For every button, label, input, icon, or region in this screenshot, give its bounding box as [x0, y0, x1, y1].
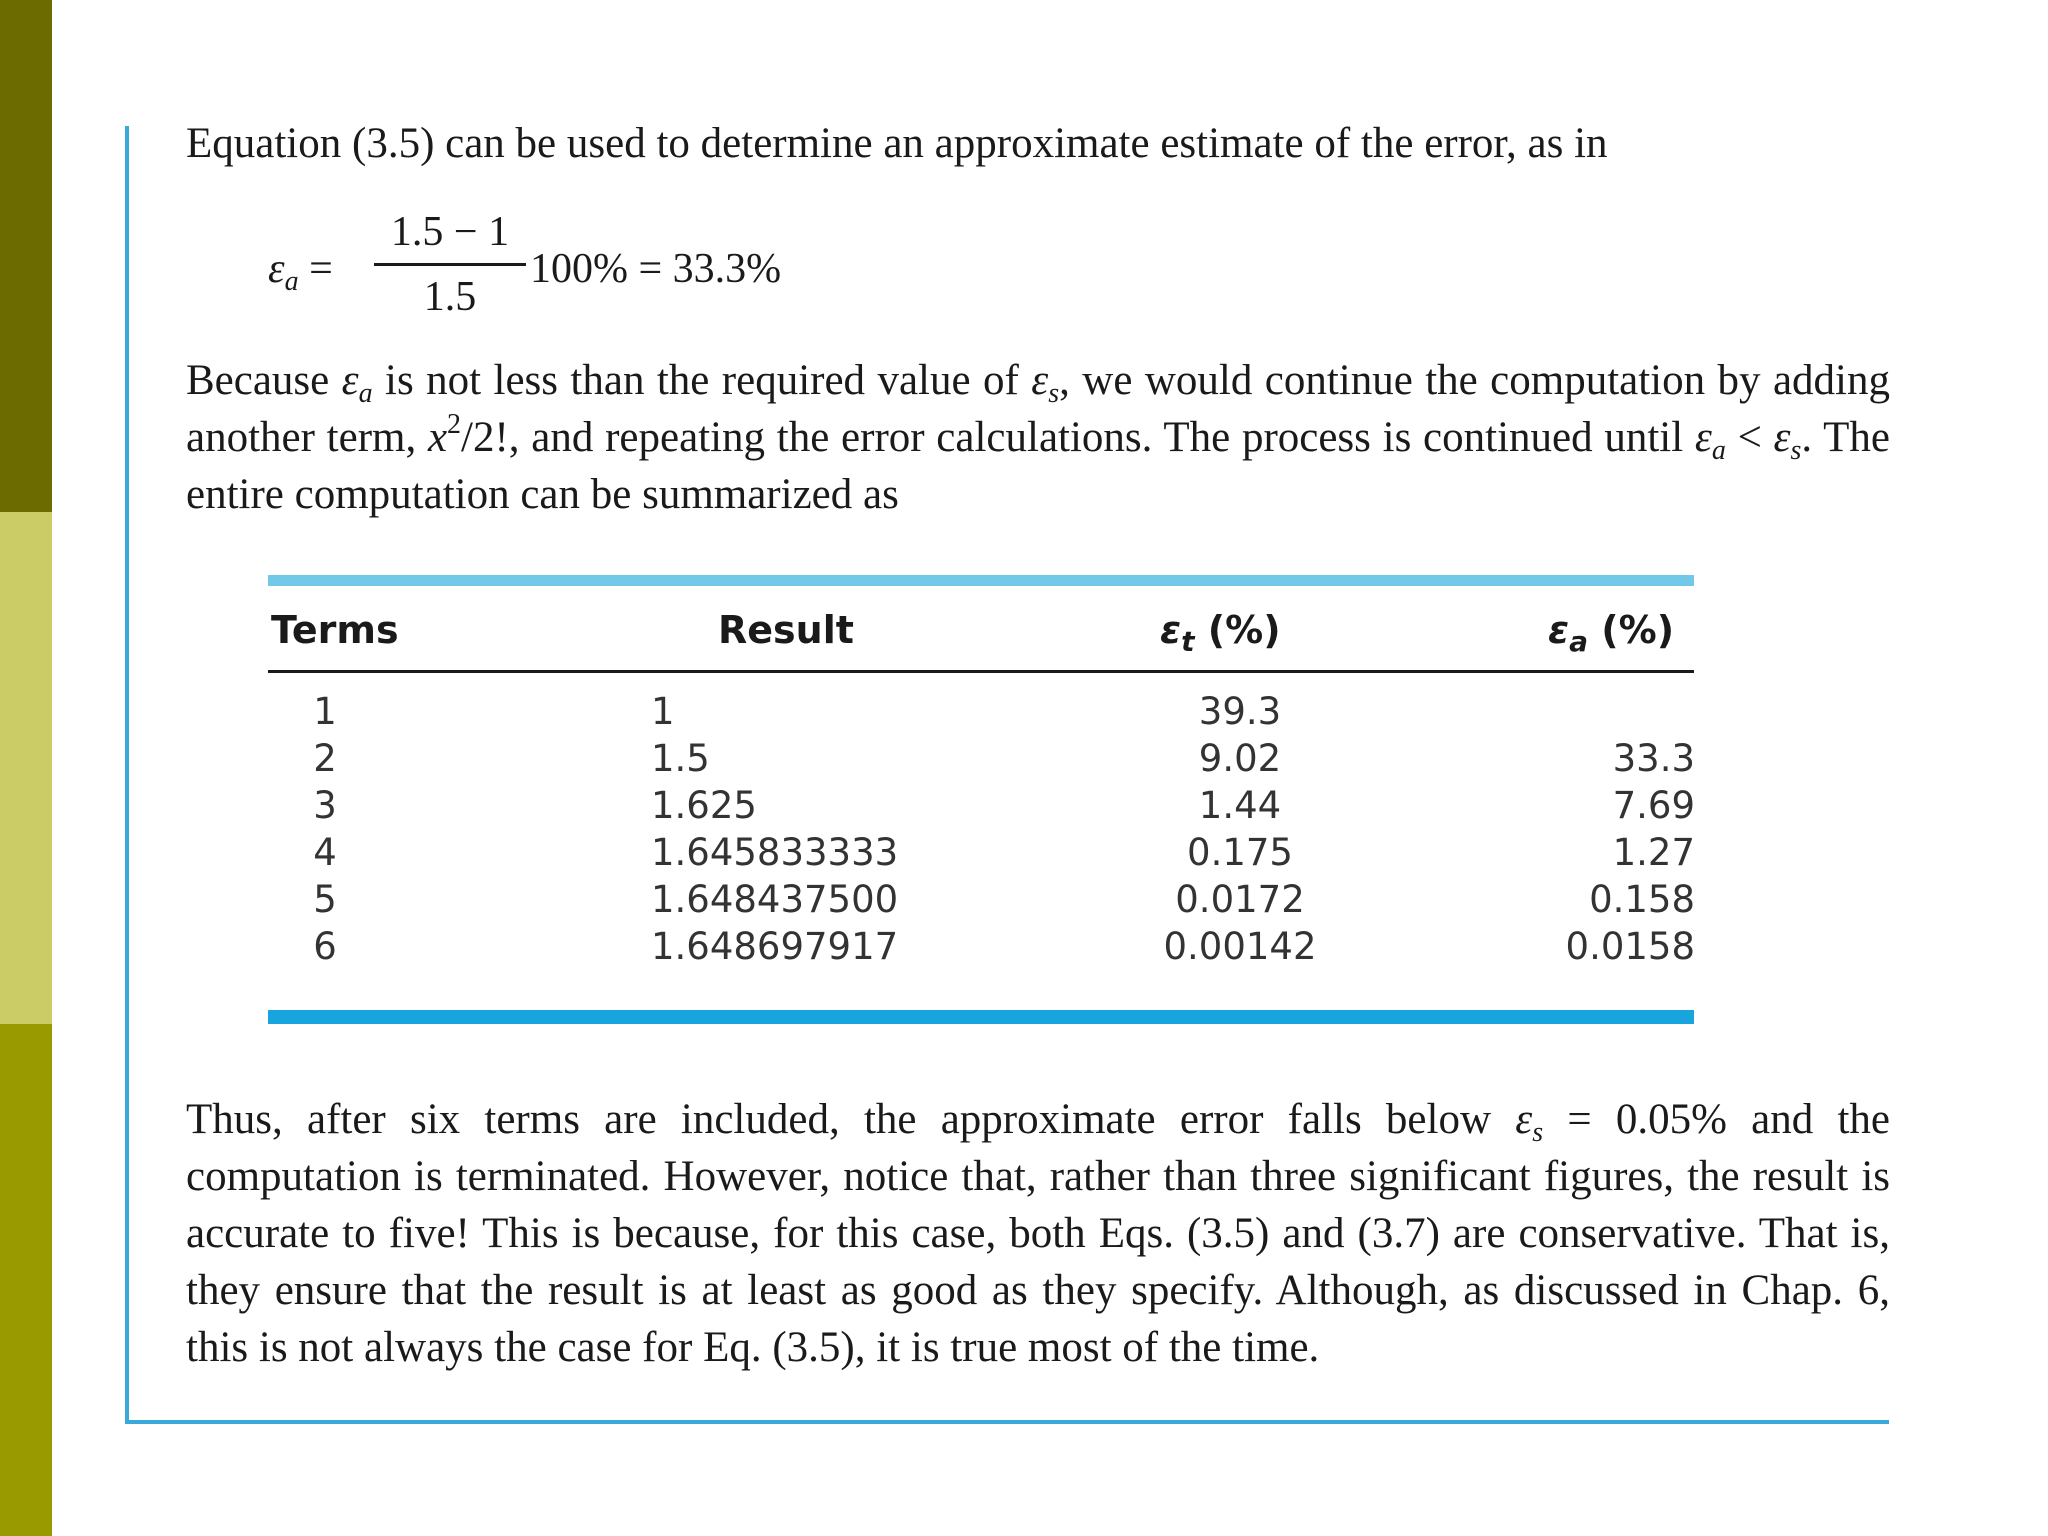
equation-fraction [374, 205, 526, 324]
equation-rhs: 100% = 33.3% [530, 246, 782, 292]
table-cell: 33.3 [1612, 737, 1695, 780]
equation-numerator: 1.5 − 1 [390, 209, 510, 255]
table-bottom-rule [268, 1010, 1694, 1024]
table-cell: 1.625 [651, 784, 757, 827]
table-cell: 3 [313, 784, 337, 827]
header-result: Result [718, 608, 854, 652]
equation-lhs: $\varepsilon_a$ = [268, 246, 333, 297]
column-result [651, 688, 898, 970]
left-stripe-middle [0, 512, 52, 1024]
column-terms [310, 688, 340, 970]
left-stripe-top [0, 0, 52, 512]
table-cell: 1.5 [651, 737, 710, 780]
table-cell: 1 [313, 690, 337, 733]
conclusion-paragraph: Thus, after six terms are included, the approximate error falls below $\varepsilon_s = 0.05\%$ and the computation is terminated. However, notice that, rather than three significant figures, the result is accurate to five! This is because, for this case, both Eqs. (3.5) and (3.7) are conservative. That is, they ensure that the result is at least as good as they specify. Although, as discussed in Chap. 6, this is not always the case for Eq. (3.5), it is true most of the time. [186, 1096, 1890, 1371]
frame-bottom-rule [125, 1420, 1889, 1424]
intro-paragraph: Equation (3.5) can be used to determine an approximate estimate of the error, as in [186, 120, 1608, 167]
table-cell: 7.69 [1612, 784, 1695, 827]
column-approx-error [1520, 688, 1695, 970]
fraction-bar [374, 263, 526, 266]
continuation-paragraph: Because $\varepsilon_a$ is not less than the required value of $\varepsilon_s$, we would continue the computation by adding another term, $x^2/2$!, and repeating the error calculations. The process is continued until $\varepsilon_a < \varepsilon_s$. The entire computation can be summarized as [186, 357, 1890, 518]
table-cell: 5 [313, 878, 337, 921]
table-cell: 1.648697917 [651, 925, 899, 968]
table-cell: 0.0172 [1175, 878, 1305, 921]
table-cell: 1.27 [1612, 831, 1695, 874]
table-cell [1520, 688, 1695, 735]
table-cell: 4 [313, 831, 337, 874]
table-cell: 0.175 [1187, 831, 1293, 874]
left-stripe-bottom [0, 1024, 52, 1536]
table-cell: 0.00142 [1163, 925, 1317, 968]
table-cell: 2 [313, 737, 337, 780]
table-cell: 1.44 [1198, 784, 1282, 827]
table-cell: 9.02 [1198, 737, 1282, 780]
table-cell: 1.645833333 [651, 831, 899, 874]
table-cell: 1 [651, 690, 675, 733]
frame-left-rule [125, 126, 129, 1424]
table-cell: 0.0158 [1565, 925, 1695, 968]
table-top-rule [268, 575, 1694, 586]
table-cell: 0.158 [1589, 878, 1695, 921]
column-true-error [1110, 688, 1370, 970]
header-terms: Terms [271, 608, 399, 652]
table-cell: 1.648437500 [651, 878, 899, 921]
header-approx-error: $\varepsilon_a$ (%) [1548, 608, 1675, 658]
equation-denominator: 1.5 [423, 274, 477, 320]
table-header-rule [268, 670, 1694, 673]
table-cell: 6 [313, 925, 337, 968]
header-true-error: $\varepsilon_t$ (%) [1160, 608, 1281, 658]
table-cell: 39.3 [1198, 690, 1282, 733]
